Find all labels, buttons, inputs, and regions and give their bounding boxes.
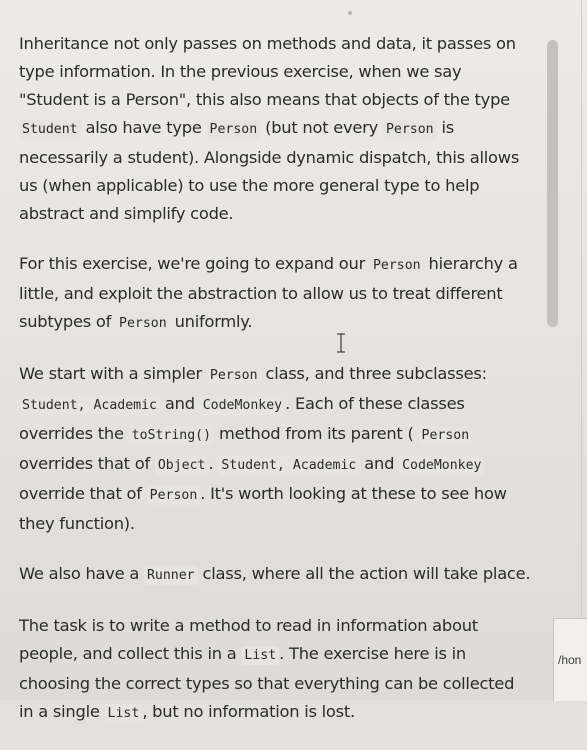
text-segment: and (159, 394, 200, 413)
inline-code: toString() (129, 426, 214, 445)
inline-code: List (241, 646, 279, 665)
text-segment: hierarchy a little, and exploit the abstraction to allow us to treat different subtypes of (19, 254, 518, 331)
dot-mark (348, 11, 352, 15)
text-segment: The task is to write a method to read in information about people, and collect this in a (19, 616, 478, 663)
text-segment: method from its parent ( (214, 424, 419, 443)
inline-code: CodeMonkey (200, 396, 285, 415)
text-cursor-icon (335, 333, 347, 353)
text-segment: (but not every (260, 118, 383, 137)
inline-code: Person (147, 486, 201, 505)
paragraph-5 (19, 612, 531, 728)
text-segment: , but no information is lost. (142, 702, 355, 721)
text-segment: class, where all the action will take place. (197, 564, 531, 583)
text-segment: uniformly. (169, 312, 253, 331)
scrollbar-thumb[interactable] (547, 40, 558, 327)
text-segment: override that of (19, 484, 147, 503)
inline-code: List (105, 704, 143, 723)
paragraph-4 (19, 560, 531, 590)
inline-code: Person (383, 120, 437, 139)
text-segment: We also have a (19, 564, 144, 583)
inline-code: Runner (144, 566, 198, 585)
text-segment: . It's worth looking at these to see how they function). (19, 484, 507, 533)
text-segment: . Each of these classes overrides the (19, 394, 465, 443)
path-label: /hon (558, 653, 582, 667)
inline-code: Student, Academic (218, 456, 359, 475)
text-segment: is necessarily a student). Alongside dynamic dispatch, this allows us (when applicable) to use the more general type to help abstract and simplify code. (19, 118, 520, 223)
exercise-description (19, 30, 531, 750)
inline-code: Person (207, 120, 261, 139)
text-segment: also have type (80, 118, 207, 137)
text-segment: . The exercise here is in choosing the correct types so that everything can be collected in a single (19, 644, 515, 721)
inline-code: Student (19, 120, 81, 139)
inline-code: Object (155, 456, 209, 475)
inline-code: Person (370, 256, 424, 275)
inline-code: CodeMonkey (399, 456, 484, 475)
side-panel[interactable] (553, 618, 587, 701)
inline-code: Person (207, 366, 261, 385)
text-segment: For this exercise, we're going to expand our (19, 254, 370, 273)
paragraph-2 (19, 250, 531, 338)
paragraph-1 (19, 30, 531, 228)
panel-divider (581, 0, 582, 700)
inline-code: Student, Academic (19, 396, 160, 415)
text-segment: . (208, 454, 219, 473)
paragraph-3 (19, 360, 531, 538)
text-segment: overrides that of (19, 454, 155, 473)
text-segment: Inheritance not only passes on methods and data, it passes on type information. In the previous exercise, when we say "Student is a Person", this also means that objects of the type (19, 34, 516, 109)
inline-code: Person (116, 314, 170, 333)
text-segment: We start with a simpler (19, 364, 207, 383)
text-segment: and (359, 454, 400, 473)
inline-code: Person (419, 426, 473, 445)
scrollbar[interactable] (547, 40, 559, 600)
text-segment: class, and three subclasses: (260, 364, 487, 383)
